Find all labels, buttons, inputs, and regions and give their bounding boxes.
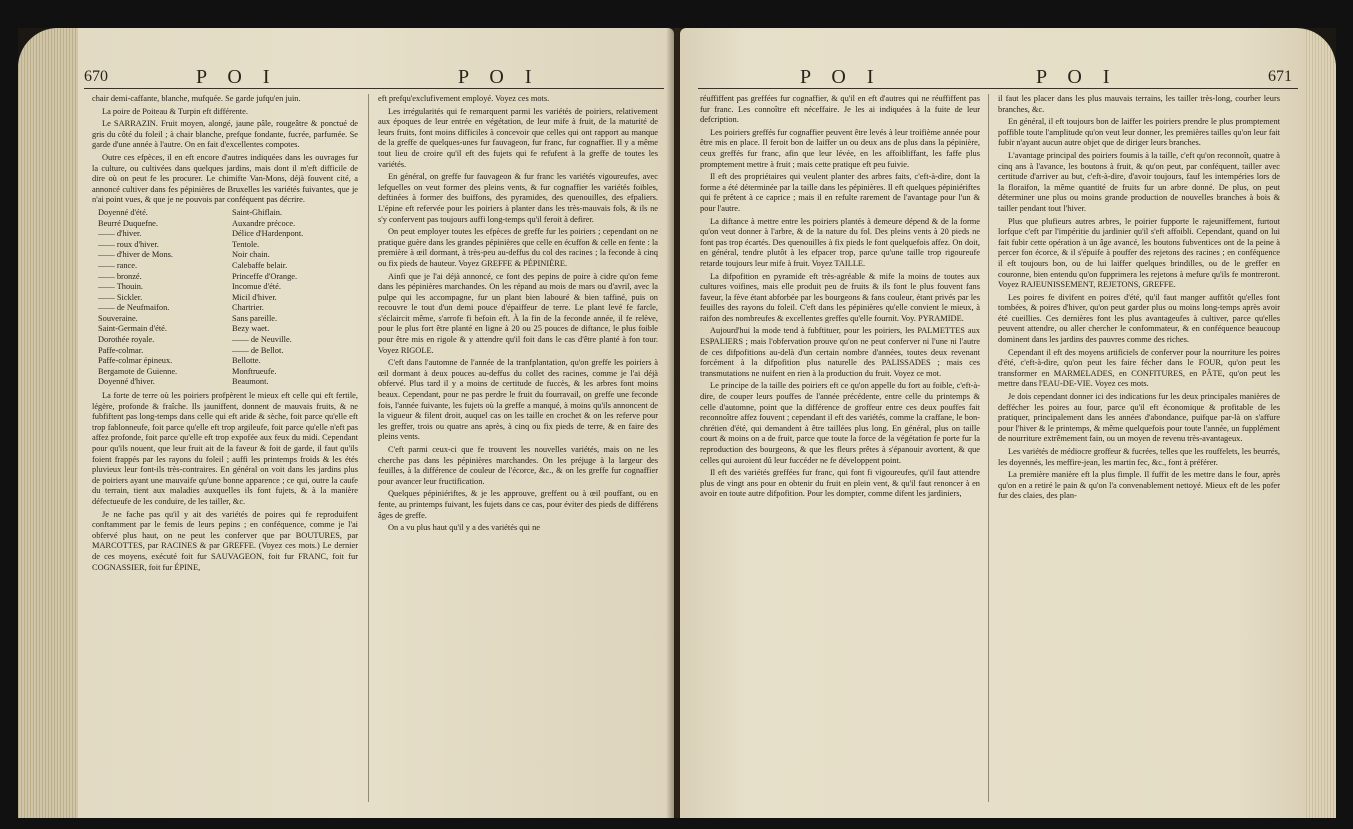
variety-list-item: Bergamote de Guienne. [98, 366, 178, 376]
paragraph: Plus que plufieurs autres arbres, le poirier fupporte le rajeuniffement, furtout lorfque c'eft par l'impéritie du jardinier qu'il s'eft affoibli. Cependant, quand on lui fait fubir cette opération à un âge avancé, les boutons fubventices ont de la peine à percer fon écorce, & il s'épuife à pouffer des rejetons des racines ; en conféquence il eft toujours bon, ou de lui laiffer quelques brindilles, ou de le greffer en couronne, bien entendu qu'on fupprimera les rejetons à mefure qu'ils fe montreront. Voyez RAJEUNISSEMENT, REJETONS, GREFFE. [998, 216, 1280, 290]
variety-list-item: Délice d'Hardenpont. [232, 229, 304, 239]
variety-list [98, 208, 358, 388]
running-head-left-2: P O I [458, 66, 540, 88]
paragraph: Ainfi que je l'ai déjà annoncé, ce font des pepins de poire à cidre qu'on feme dans les pépinières marchandes. On les répand au mois de mars ou d'avril, avec la pulpe qui les accompagne, fur un plant bien labouré & bien taffiné, puis on recouvre le tout d'un demi pouce d'épaiffeur de terre. Le plant levé fe farcle, s'éclaircit même, s'arrofe fi befoin eft. À la fin de la feconde année, il fe relève, pour le plus fort être planté en ligne à 20 ou 25 pouces de diftance, le plus foible pour être mis en rigole & y attendre qu'il foit dans le cas d'être planté à fon tour. Voyez RIGOLE. [378, 271, 658, 355]
variety-list-item: —— de Neuville. [232, 335, 292, 345]
variety-list-item: Monftrueufe. [232, 366, 277, 376]
column-divider-left [368, 94, 369, 802]
paragraph: Le SARRAZIN. Fruit moyen, alongé, jaune pâle, rougeâtre & ponctué de gris du côté du foleil ; à chair blanche, prefque fondante, fucrée, parfumée. Se garde d'une année à l'autre. On en fait d'excellentes compotes. [92, 119, 358, 150]
variety-list-item: Auxandre précoce. [232, 218, 296, 228]
paragraph: On a vu plus haut qu'il y a des variétés qui ne [388, 523, 540, 533]
variety-list-item: Sans pareille. [232, 313, 278, 323]
left-page [18, 28, 674, 818]
variety-list-item: —— rance. [98, 260, 138, 270]
running-head-right-1: P O I [800, 66, 882, 88]
column-divider-right [988, 94, 989, 802]
variety-list-item: Micil d'hiver. [232, 292, 277, 302]
variety-list-item: Calebaffe belair. [232, 260, 288, 270]
paragraph: Outre ces efpèces, il en eft encore d'autres indiquées dans les ouvrages fur la culture, ou cultivées dans quelques jardins, mais dont il m'eft difficile de dire où on peut fe les procurer. Le chimifte Van-Mons, déjà fouvent cité, a annoncé cultiver dans fes pépinières de Bruxelles les variétés fuivantes, que je n'ai point vues, & que je ne pouvois par conféquent pas décrire. [92, 152, 358, 205]
paragraph: En général, il eft toujours bon de laiffer les poiriers prendre le plus promptement poffible toute l'amplitude qu'on veut leur donner, les premières tailles qu'on leur fait fubir n'ayant aucun autre objet que de diriger leurs branches. [998, 117, 1280, 148]
page-edges-right [1306, 28, 1336, 818]
paragraph: Je dois cependant donner ici des indications fur les deux principales manières de deffécher les poires au four, parce qu'il eft économique & profitable de les pratiquer, principalement dans les années d'abondance, puifque par-là on s'affure pour l'hiver & le printemps, & même quelquefois pour toute l'année, un fupplément de nourriture extrêmement fain, ou un moyen de revenu très-avantageux. [998, 392, 1280, 444]
variety-list-item: Doyenné d'hiver. [98, 377, 155, 387]
variety-list-item: Bezy waet. [232, 324, 270, 334]
right-column-1 [700, 94, 980, 802]
page-edges-left [18, 28, 78, 818]
variety-list-item: —— de Bellot. [232, 345, 284, 355]
paragraph: La poire de Poiteau & Turpin eft différente. [102, 106, 248, 116]
paragraph: réuffiffent pas greffées fur cognaffier, & qu'il en eft d'autres qui ne réuffiffent pas fur franc. Les connoître eft néceffaire. Je les ai indiquées à la fuite de leur defcription. [700, 94, 980, 125]
variety-list-item: Beurré Duquefne. [98, 218, 158, 228]
paragraph: Je ne fache pas qu'il y ait des variétés de poires qui fe reproduifent conftamment par le femis de leurs pepins ; en conféquence, comme je l'ai obfervé plus haut, on ne peut les conferver que par BOUTURES, par MARCOTTES, par RACINES & par GREFFE. (Voyez ces mots.) Le dernier de ces moyens, exécuté foit fur SAUVAGEON, foit fur FRANC, foit fur COGNASSIER, foit fur ÉPINE, [92, 509, 358, 572]
paragraph: Il eft des propriétaires qui veulent planter des arbres faits, c'eft-à-dire, dont la forme a été déterminée par la taille dans les pépinières. Il eft quelques pépiniériftes qui fe prêtent à ce caprice ; mais il en refulte rarement de l'avantage pour l'un & pour l'autre. [700, 172, 980, 213]
paragraph: Les irrégularités qui fe remarquent parmi les variétés de poiriers, relativement aux époques de leur entrée en végétation, de leur mife à fruit, de la maturité de leurs fruits, font moins difficiles à concevoir que celles qui ont rapport au manque de la greffe de quelques-unes fur fauvageon, fur franc, fur cognaffier. Il y a même tout lieu de croire qu'il eft des fujets qui fe refufent à la greffe de toutes les variétés. [378, 106, 658, 169]
variety-list-item: Chartrier. [232, 303, 264, 313]
variety-list-item: Doyenné d'été. [98, 207, 148, 217]
variety-list-item: Paffe-colmar épineux. [98, 356, 173, 366]
left-column-1 [92, 94, 358, 802]
paragraph: Aujourd'hui la mode tend à fubftituer, pour les poiriers, les PALMETTES aux ESPALIERS ; mais l'obfervation prouve qu'on ne peut conferver ni l'une ni l'autre de ces difpofitions au-delà d'un certain nombre d'années, toutes deux revenant forcément à la difpofition plus naturelle des PALISSADES ; mais ces transmutations ne nuifent en rien à la production du fruit. Voyez ce mot. [700, 326, 980, 378]
page-number-left: 670 [84, 68, 108, 85]
variety-list-item: Tentole. [232, 239, 260, 249]
variety-list-item: —— d'hiver. [98, 229, 142, 239]
variety-list-item: Beaumont. [232, 377, 269, 387]
header-rule-right [698, 88, 1298, 89]
variety-list-item: Dorothée royale. [98, 335, 155, 345]
variety-list-item: Souveraine. [98, 313, 138, 323]
right-column-2 [998, 94, 1280, 802]
page-number-right: 671 [1268, 68, 1292, 85]
variety-list-item: —— d'hiver de Mons. [98, 250, 174, 260]
running-head-right-2: P O I [1036, 66, 1118, 88]
variety-list-item: Noir chain. [232, 250, 270, 260]
paragraph: On peut employer toutes les efpèces de greffe fur les poiriers ; cependant on ne pratique guère dans les grandes pépinières que celle en écuffon & celle en fente : la première à œil dormant, à très-peu au-deffus du col des racines ; la feconde à cinq ou fix pieds de hauteur. Voyez GREFFE & PÉPINIÈRE. [378, 227, 658, 268]
variety-list-item: Princeffe d'Orange. [232, 271, 298, 281]
paragraph: chair demi-caffante, blanche, mufquée. Se garde jufqu'en juin. [92, 94, 301, 103]
variety-list-item: Bellotte. [232, 356, 261, 366]
variety-list-item: —— Sickler. [98, 292, 143, 302]
right-page [680, 28, 1336, 818]
open-book [18, 28, 1336, 818]
variety-list-item: Saint-Germain d'été. [98, 324, 167, 334]
variety-list-item: —— roux d'hiver. [98, 239, 159, 249]
paragraph: C'eft dans l'automne de l'année de la tranfplantation, qu'on greffe les poiriers à œil dormant à deux pouces au-deffus du collet des racines, comme je l'ai déjà obfervé. Plus tard il y a moins de certitude de fuccès, & les arbres font moins beaux. Cependant, pour ne pas perdre le fruit du fourravail, on greffe une feconde fois, l'année fuivante, les fujets où la greffe a manqué, à moins qu'ils annoncent de la vigueur & filent droit, auquel cas on les taille en crochet & on les referve pour les greffer, trois ou quatre ans après, à cinq ou fix pieds de terre, & en faire des pleins vents. [378, 358, 658, 442]
paragraph: Les poiriers greffés fur cognaffier peuvent être levés à leur troifième année pour être mis en place. Il feroit bon de laiffer un ou deux ans de plus dans la pépinière, ceux greffés fur franc, afin que leur lévée, en les affoibliffant, les faffe plus promptement mettre à fruit ; mais cette pratique eft peu fuivie. [700, 127, 980, 169]
variety-list-item: —— Thouin. [98, 282, 143, 292]
paragraph: Le principe de la taille des poiriers eft ce qu'on appelle du fort au foible, c'eft-à-dire, de couper leurs pouffes de l'année précédente, entre celle du printemps & celle d'automne, point que la différence de groffeur entre ces deux pouffes fait reconnoître affez fouvent ; cependant il eft des variétés, comme la craffane, le bon-chrétien d'été, qui demandent à être taillées plus long. En général, plus on taille court & moins on a de fruit, parce que toute la force de la végétation fe porte fur la reproduction des bourgeons, & que les fleurs prêtes à s'épanouir avortent, & que celles qui auroient dû leur fuccéder ne fe développent point. [700, 381, 980, 465]
paragraph: Les poires fe divifent en poires d'été, qu'il faut manger auffitôt qu'elles font tombées, & poires d'hiver, qu'on peut garder plus ou moins long-temps après avoir été cueillies. Ces dernières font les plus avantageufes à cultiver, parce qu'elles peuvent attendre, ou aller chercher le confommateur, & en conféquence beaucoup dominent dans les jardins des pauvres comme des riches. [998, 292, 1280, 345]
paragraph: eft prefqu'exclufivement employé. Voyez ces mots. [378, 94, 550, 103]
paragraph: L'avantage principal des poiriers foumis à la taille, c'eft qu'on reconnoît, quatre à cinq ans à l'avance, les boutons à fruit, & qu'on peut, par conféquent, tailler avec certitude d'arriver au but, c'eft-à-dire, d'avoir toujours, fauf les intempéries lors de la floraifon, la même quantité de fruits fur un arbre donné. De plus, on peut déterminer une plus ou moins grande production de nouvelles branches à bois & tailler pendant tout l'hiver. [998, 150, 1280, 213]
paragraph: Quelques pépiniériftes, & je les approuve, greffent ou à œil pouffant, ou en fente, au printemps fuivant, les fujets dans ce cas, pour éviter des pieds de différens âges de greffe. [378, 489, 658, 520]
paragraph: La forte de terre où les poiriers profpèrent le mieux eft celle qui eft fertile, légère, profonde & fraîche. Ils jauniffent, donnent de mauvais fruits, & ne fubfiftent pas long-temps dans celle qui eft aride & sèche, foit parce qu'elle eft trop fablonneufe, foit parce qu'elle eft trop argileufe, foit parce qu'elle n'eft pas affez profonde, foit parce qu'elle eft trop expofée aux feux du midi. Cependant pour qu'ils nouent, que leur fruit ait de la faveur & foit de garde, il faut qu'ils foient frappés par les rayons du foleil ; auffi les printemps froids & les étés pluvieux leur font-ils très-contraires. En général on voit dans les jardins plus de poiriers ayant une mauvaife qu'une bonne apparence ; ce qui, outre la caufe du terrain, tient aux maladies auxquelles ils font fujets, & à la manière défectueufe de les conduire, de les tailler, &c. [92, 391, 358, 506]
variety-list-item: Incomue d'été. [232, 282, 281, 292]
paragraph: En général, on greffe fur fauvageon & fur franc les variétés vigoureufes, avec lefquelles on veut former des pleins vents, & fur cognaffier les variétés foibles, deftinées à former des buiffons, des pyramides, des quenouilles, des efpaliers. L'épine eft refervée pour les poiriers à planter dans les très-mauvais fols, & ils ne s'y confervent pas toujours auffi long-temps qu'il feroit à defirer. [378, 172, 658, 224]
paragraph: Il eft des variétés greffées fur franc, qui font fi vigoureufes, qu'il faut attendre plus de vingt ans pour en obtenir du fruit en plein vent, & qu'il faut renoncer à en avoir en toute autre difpofition. Pour les dompter, comme difent les jardiniers, [700, 468, 980, 499]
variety-list-item: Saint-Ghiflain. [232, 207, 283, 217]
variety-list-item: —— bronzé. [98, 271, 142, 281]
variety-list-item: —— de Neufmaifon. [98, 303, 170, 313]
paragraph: il faut les placer dans les plus mauvais terrains, les tailler très-long, courber leurs branches, &c. [998, 94, 1280, 114]
paragraph: C'eft parmi ceux-ci que fe trouvent les nouvelles variétés, mais on ne les cherche pas dans les pépinières marchandes. On les préjuge à la largeur des feuilles, à la différence de couleur de l'écorce, &c., & on les greffe fur cognaffier pour avancer leur fructification. [378, 445, 658, 486]
running-head-left-1: P O I [196, 66, 278, 88]
left-column-2 [378, 94, 658, 802]
paragraph: Cependant il eft des moyens artificiels de conferver pour la nourriture les poires d'été, c'eft-à-dire, qu'on peut les faire fécher dans le FOUR, qu'on peut les transformer en MARMELADES, en CONFITURES, en PÂTE, qu'on peut les mettre dans l'EAU-DE-VIE. Voyez ces mots. [998, 347, 1280, 389]
paragraph: La première manière eft la plus fimple. Il fuffit de les mettre dans le four, après qu'on en a retiré le pain & qu'on l'a convenablement nettoyé. Mieux eft de les pofer fur des claies, des plan- [998, 470, 1280, 501]
variety-list-item: Paffe-colmar. [98, 345, 144, 355]
paragraph: La difpofition en pyramide eft très-agréable & mife la moins de toutes aux cultures voifines, mais elle produit peu de fruits & ils font le plus fouvent fans faveur, la fève étant abforbée par les bourgeons & fans couleur, étant privés par les feuilles des rayons du foleil. C'eft dans les pépinières qu'elle convient le mieux, à raifon des nombreufes & excellentes greffes qu'elle fournit. Voy. PYRAMIDE. [700, 271, 980, 323]
paragraph: La diftance à mettre entre les poiriers plantés à demeure dépend & de la forme qu'on veut donner à l'arbre, & de la nature du fol. Des pleins vents à 20 pieds ne font pas trop écartés. Des quenouilles à fix pieds le font quelquefois affez. On doit, en général, tendre plutôt à les efpacer trop, parce qu'une taille trop rigoureufe retarde toujours leur mife à fruit. Voyez TAILLE. [700, 216, 980, 268]
paragraph: Les variétés de médiocre groffeur & fucrées, telles que les rouffelets, les beurrés, les doyennés, les meffire-jean, les martin fec, &c., font à préférer. [998, 447, 1280, 467]
header-rule-left [84, 88, 664, 89]
